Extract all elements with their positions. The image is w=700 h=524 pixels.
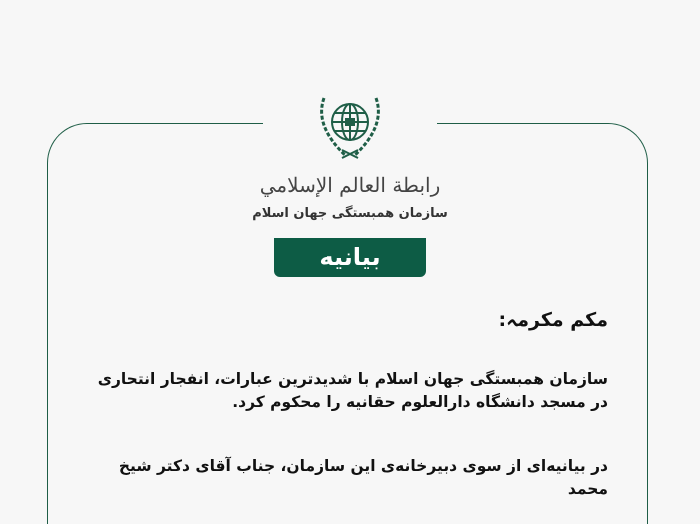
paragraph: در بیانیه‌ای از سوی دبیرخانه‌ی این سازمان، جناب آقای دکتر شیخ محمد — [118, 457, 608, 498]
salutation: مکم مکرمہ: — [498, 309, 608, 331]
globe-wreath-logo-icon — [310, 86, 390, 166]
persian-org-name: سازمان همبستگی جهان اسلام — [252, 206, 448, 221]
arabic-org-name: رابطة العالم الإسلامي — [259, 173, 441, 197]
statement-badge: بیانیه — [274, 238, 426, 277]
paragraph: سازمان همبستگی جهان اسلام با شدیدترین عبارات، انفجار انتحاری در مسجد دانشگاه دارالعلوم حقانیه را محکوم کرد. — [97, 370, 608, 411]
